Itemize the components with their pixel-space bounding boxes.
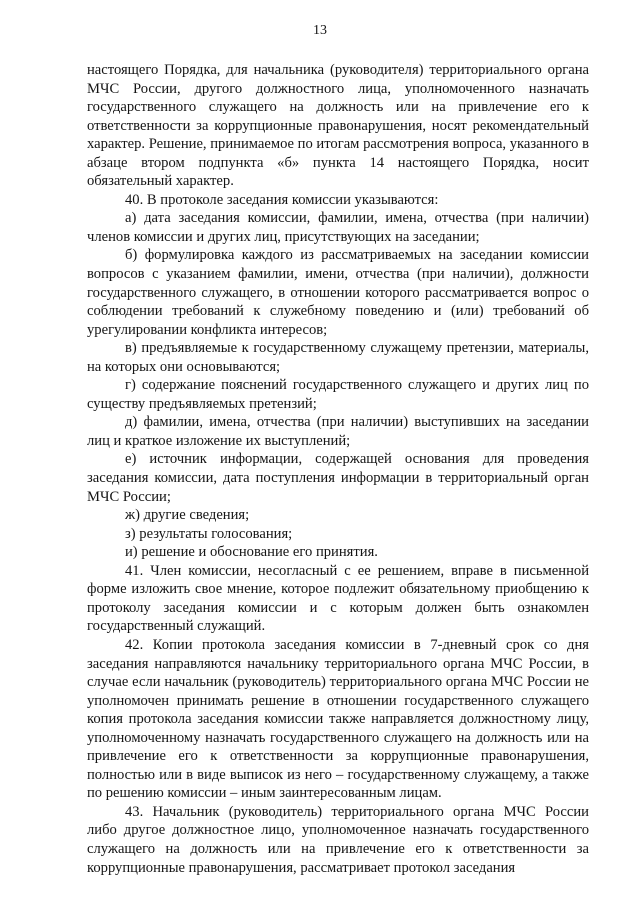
paragraph-continuation: настоящего Порядка, для начальника (руководителя) территориального органа МЧС России, другого должностного лица, уполномоченного назначать государственного служащего на должность или на привлечение его к ответственности за коррупционные правонарушения, носят рекомендательный характер. Решение, принимаемое по итогам рассмотрения вопроса, указанного в абзаце втором подпункта «б» пункта 14 настоящего Порядка, носит обязательный характер.	[87, 62, 589, 190]
document-body	[87, 61, 589, 877]
paragraph-40: 40. В протоколе заседания комиссии указываются:	[125, 191, 439, 208]
list-item-d: д) фамилии, имена, отчества (при наличии) выступивших на заседании лиц и краткое изложение их выступлений;	[87, 414, 589, 449]
paragraph-41: 41. Член комиссии, несогласный с ее решением, вправе в письменной форме изложить свое мнение, которое подлежит обязательному приобщению к протоколу заседания комиссии и с которым должен быть ознакомлен государственный служащий.	[87, 562, 589, 635]
list-item-zh: ж) другие сведения;	[125, 507, 250, 524]
list-item-z: з) результаты голосования;	[125, 525, 293, 542]
list-item-e: е) источник информации, содержащей основания для проведения заседания комиссии, дата поступления информации в территориальный орган МЧС России;	[87, 451, 589, 505]
list-item-g: г) содержание пояснений государственного служащего и других лиц по существу предъявляемых претензий;	[87, 377, 589, 412]
paragraph-42: 42. Копии протокола заседания комиссии в 7-дневный срок со дня заседания направляются начальнику территориального органа МЧС России, в случае если начальник (руководитель) территориального органа МЧС России не уполномочен принимать решение в отношении государственного служащего копия протокола заседания комиссии также направляется должностному лицу, уполномоченному назначать государственного служащего на должность или на привлечение его к ответственности за коррупционные правонарушения, полностью или в виде выписок из него – государственному служащему, а также по решению комиссии – иным заинтересованным лицам.	[87, 636, 589, 802]
list-item-i: и) решение и обоснование его принятия.	[125, 544, 378, 561]
page-number: 13	[313, 23, 327, 38]
paragraph-43: 43. Начальник (руководитель) территориального органа МЧС России либо другое должностное лицо, уполномоченное назначать государственного служащего на должность или на привлечение его к ответственности за коррупционные правонарушения, рассматривает протокол заседания	[87, 803, 589, 876]
list-item-a: а) дата заседания комиссии, фамилии, имена, отчества (при наличии) членов комиссии и других лиц, присутствующих на заседании;	[87, 210, 589, 245]
list-item-v: в) предъявляемые к государственному служащему претензии, материалы, на которых они основываются;	[87, 340, 589, 375]
list-item-b: б) формулировка каждого из рассматриваемых на заседании комиссии вопросов с указанием фамилии, имени, отчества (при наличии), должности государственного служащего, в отношении которого рассматривается вопрос о соблюдении требований к служебному поведению и (или) требований об урегулировании конфликта интересов;	[87, 247, 589, 338]
